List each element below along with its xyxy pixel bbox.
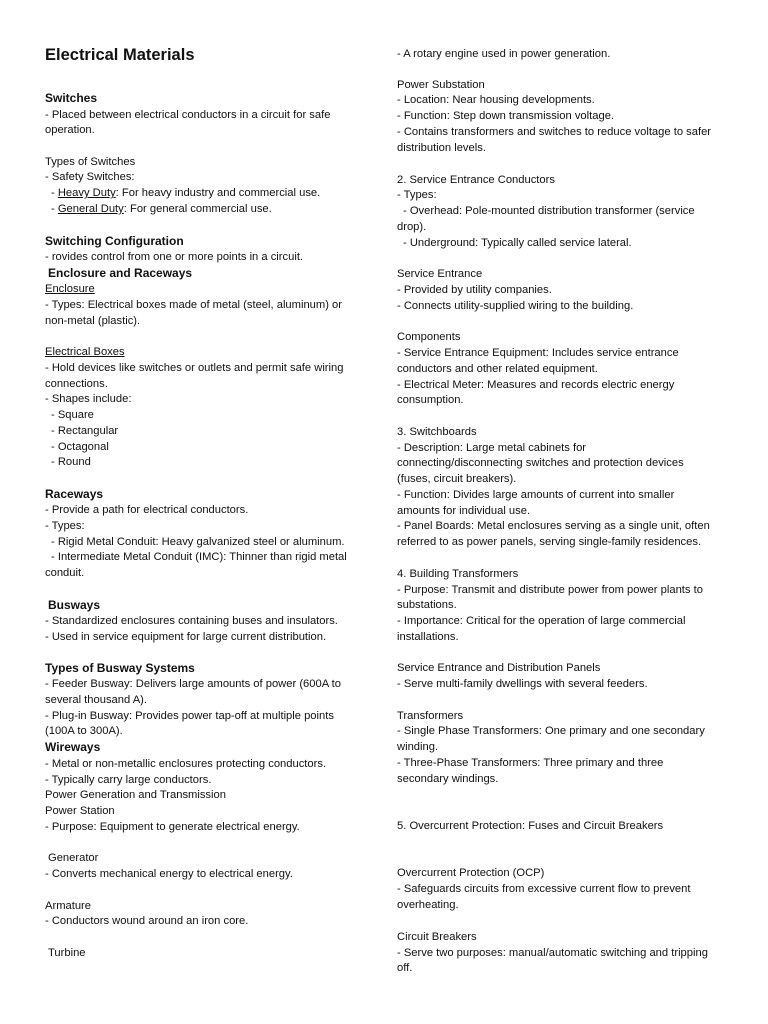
text-line: Service Entrance <box>397 268 483 280</box>
switches-heading: Switches <box>45 91 98 105</box>
text-line: winding. <box>397 741 439 753</box>
text-line: Armature <box>45 900 92 912</box>
text-fragment: : For heavy industry and commercial use. <box>115 187 321 199</box>
underlined-term: General Duty <box>57 203 124 215</box>
text-line: connecting/disconnecting switches and protection devices <box>397 457 684 469</box>
text-line: Types of Switches <box>45 156 136 168</box>
heavy-duty-line <box>51 186 320 202</box>
text-line: - Importance: Critical for the operation of large commercial <box>397 615 686 627</box>
electrical-boxes-subheading: Electrical Boxes <box>45 346 125 358</box>
text-line: Transformers <box>397 710 464 722</box>
raceways-heading: Raceways <box>45 487 104 501</box>
text-line: - Function: Divides large amounts of current into smaller <box>397 489 675 501</box>
wireways-heading: Wireways <box>45 740 101 754</box>
text-line: - Connects utility-supplied wiring to the building. <box>397 300 634 312</box>
text-line: - Standardized enclosures containing buses and insulators. <box>45 615 338 627</box>
text-line: - rovides control from one or more points in a circuit. <box>45 251 304 263</box>
text-line: - Plug-in Busway: Provides power tap-off at multiple points <box>45 710 334 722</box>
text-line: - Metal or non-metallic enclosures protecting conductors. <box>45 758 327 770</box>
text-line: - Serve two purposes: manual/automatic switching and tripping <box>397 947 708 959</box>
enclosure-raceways-heading: Enclosure and Raceways <box>48 266 193 280</box>
text-line: amounts for individual use. <box>397 505 531 517</box>
text-line: - Overhead: Pole-mounted distribution transformer (service <box>403 205 695 217</box>
text-line: - Types: Electrical boxes made of metal (steel, aluminum) or <box>45 299 342 311</box>
text-line: - Underground: Typically called service lateral. <box>403 237 632 249</box>
text-line: - Purpose: Equipment to generate electrical energy. <box>45 821 300 833</box>
text-line: consumption. <box>397 394 464 406</box>
text-line: - Service Entrance Equipment: Includes service entrance <box>397 347 679 359</box>
text-line: (100A to 300A). <box>45 725 123 737</box>
text-line: off. <box>397 962 413 974</box>
text-line: - Single Phase Transformers: One primary and one secondary <box>397 725 705 737</box>
text-fragment: - <box>51 187 58 199</box>
text-line: - Intermediate Metal Conduit (IMC): Thinner than rigid metal <box>51 551 347 563</box>
text-line: - Rigid Metal Conduit: Heavy galvanized steel or aluminum. <box>51 536 345 548</box>
switching-configuration-heading: Switching Configuration <box>45 234 184 248</box>
text-line: Power Station <box>45 805 115 817</box>
text-line: - Hold devices like switches or outlets and permit safe wiring <box>45 362 344 374</box>
text-line: - Serve multi-family dwellings with several feeders. <box>397 678 648 690</box>
text-line: - Location: Near housing developments. <box>397 94 595 106</box>
busways-heading: Busways <box>48 598 101 612</box>
text-line: - Description: Large metal cabinets for <box>397 442 587 454</box>
text-line: conductors and other related equipment. <box>397 363 598 375</box>
text-line: - Types: <box>397 189 437 201</box>
text-line: - Typically carry large conductors. <box>45 774 212 786</box>
text-line: - Types: <box>45 520 85 532</box>
text-line: distribution levels. <box>397 142 486 154</box>
text-line: secondary windings. <box>397 773 499 785</box>
text-line: Generator <box>48 852 99 864</box>
text-line: connections. <box>45 378 108 390</box>
text-fragment: - <box>51 203 58 215</box>
text-line: Turbine <box>48 947 86 959</box>
text-line: referred to as power panels, serving single-family residences. <box>397 536 702 548</box>
text-line: - Placed between electrical conductors in a circuit for safe <box>45 109 331 121</box>
text-line: installations. <box>397 631 459 643</box>
text-fragment: : For general commercial use. <box>123 203 272 215</box>
busway-systems-heading: Types of Busway Systems <box>45 661 195 675</box>
text-line: overheating. <box>397 899 459 911</box>
text-line: Power Generation and Transmission <box>45 789 226 801</box>
text-line: - Provide a path for electrical conductors. <box>45 504 249 516</box>
underlined-term: Heavy Duty <box>57 187 116 199</box>
text-line: - A rotary engine used in power generation. <box>397 48 611 60</box>
text-line: 3. Switchboards <box>397 426 477 438</box>
text-line: - Safety Switches: <box>45 171 135 183</box>
text-line: (fuses, circuit breakers). <box>397 473 517 485</box>
text-line: - Feeder Busway: Delivers large amounts of power (600A to <box>45 678 341 690</box>
enclosure-subheading: Enclosure <box>45 283 95 295</box>
list-item: - Square <box>51 409 94 421</box>
text-line: - Provided by utility companies. <box>397 284 552 296</box>
general-duty-line <box>51 202 272 218</box>
text-line: non-metal (plastic). <box>45 315 141 327</box>
text-line: - Converts mechanical energy to electrical energy. <box>45 868 293 880</box>
text-line: - Used in service equipment for large current distribution. <box>45 631 327 643</box>
list-item: - Rectangular <box>51 425 119 437</box>
text-line: substations. <box>397 599 457 611</box>
text-line: - Electrical Meter: Measures and records electric energy <box>397 379 675 391</box>
text-line: 2. Service Entrance Conductors <box>397 174 555 186</box>
text-line: - Three-Phase Transformers: Three primary and three <box>397 757 664 769</box>
text-line: - Panel Boards: Metal enclosures serving as a single unit, often <box>397 520 710 532</box>
list-item: - Round <box>51 456 91 468</box>
text-line: 5. Overcurrent Protection: Fuses and Circuit Breakers <box>397 820 664 832</box>
text-line: Service Entrance and Distribution Panels <box>397 662 601 674</box>
text-line: several thousand A). <box>45 694 147 706</box>
text-line: - Shapes include: <box>45 393 132 405</box>
text-line: conduit. <box>45 567 85 579</box>
text-line: drop). <box>397 221 427 233</box>
text-line: Circuit Breakers <box>397 931 477 943</box>
text-line: - Safeguards circuits from excessive current flow to prevent <box>397 883 691 895</box>
text-line: operation. <box>45 124 95 136</box>
text-line: - Contains transformers and switches to reduce voltage to safer <box>397 126 712 138</box>
text-line: Overcurrent Protection (OCP) <box>397 867 545 879</box>
text-line: Power Substation <box>397 79 485 91</box>
document-title: Electrical Materials <box>45 46 195 64</box>
text-line: Components <box>397 331 461 343</box>
text-line: - Conductors wound around an iron core. <box>45 915 249 927</box>
text-line: - Function: Step down transmission voltage. <box>397 110 615 122</box>
text-line: - Purpose: Transmit and distribute power from power plants to <box>397 584 703 596</box>
text-line: 4. Building Transformers <box>397 568 519 580</box>
list-item: - Octagonal <box>51 441 109 453</box>
